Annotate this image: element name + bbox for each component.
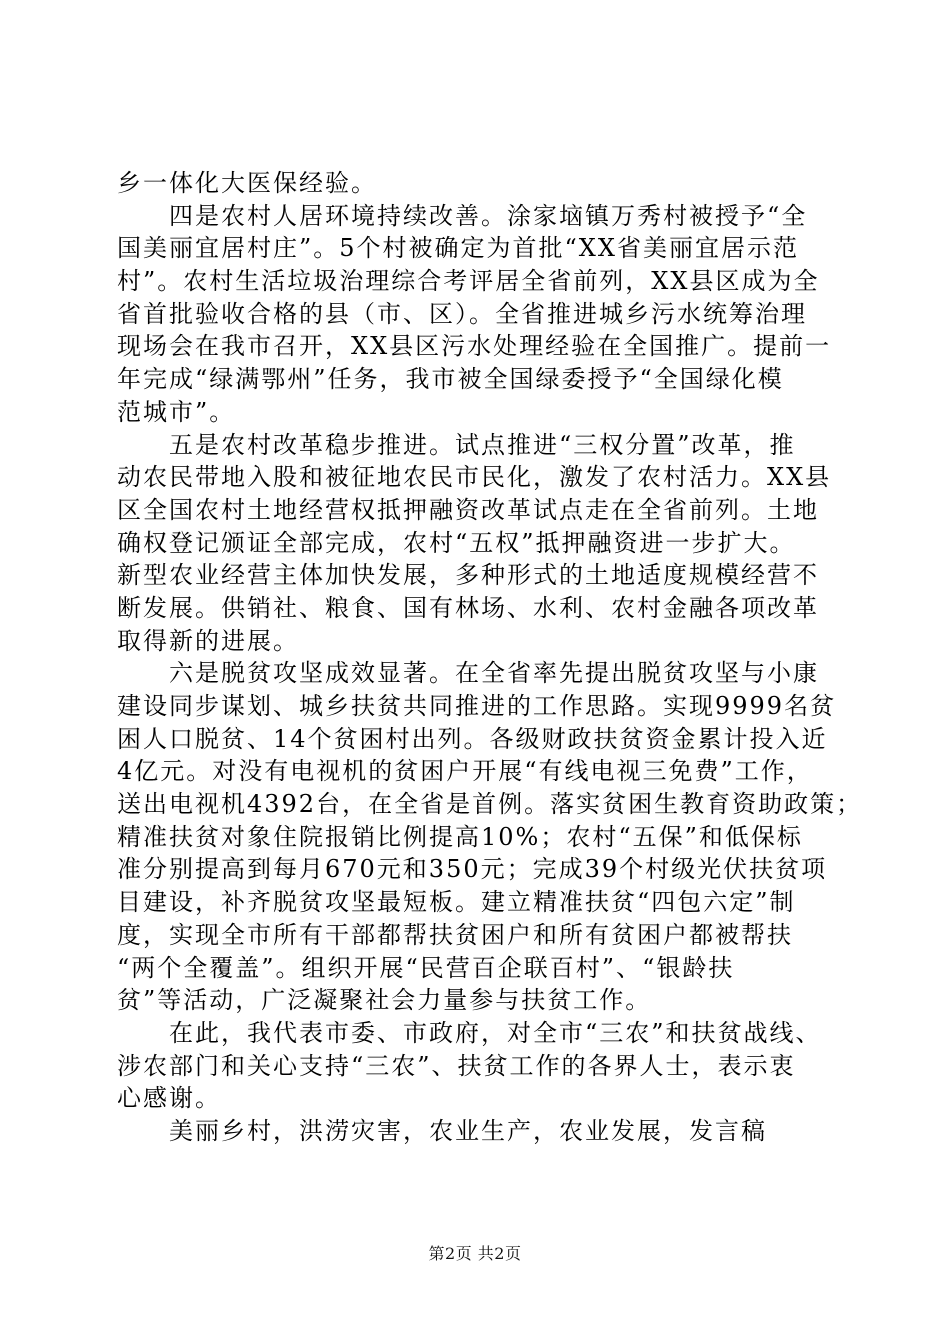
text-line: “两个全覆盖”。组织开展“民营百企联百村”、“银龄扶 <box>117 953 735 982</box>
text-line: 贫”等活动，广泛凝聚社会力量参与扶贫工作。 <box>117 986 652 1015</box>
text-line: 目建设，补齐脱贫攻坚最短板。建立精准扶贫“四包六定”制 <box>117 888 796 917</box>
text-line: 精准扶贫对象住院报销比例提高10%；农村“五保”和低保标 <box>117 822 803 851</box>
text-line: 断发展。供销社、粮食、国有林场、水利、农村金融各项改革 <box>117 593 819 622</box>
text-line: 困人口脱贫、14个贫困村出列。各级财政扶贫资金累计投入近 <box>117 724 828 753</box>
text-line: 五是农村改革稳步推进。试点推进“三权分置”改革，推 <box>169 430 796 459</box>
text-line: 送出电视机4392台，在全省是首例。落实贫困生教育资助政策； <box>117 790 863 819</box>
text-line: 村”。农村生活垃圾治理综合考评居全省前列，XX县区成为全 <box>117 267 820 296</box>
text-line: 范城市”。 <box>117 397 236 426</box>
text-line: 在此，我代表市委、市政府，对全市“三农”和扶贫战线、 <box>169 1018 822 1047</box>
text-line: 准分别提高到每月670元和350元；完成39个村级光伏扶贫项 <box>117 855 828 884</box>
page-number-footer: 第2页 共2页 <box>428 1244 522 1263</box>
text-line: 四是农村人居环境持续改善。涂家垴镇万秀村被授予“全 <box>169 201 808 230</box>
text-line: 省首批验收合格的县（市、区）。全省推进城乡污水统筹治理 <box>117 299 807 328</box>
text-line: 动农民带地入股和被征地农民市民化，激发了农村活力。XX县 <box>117 463 832 492</box>
keywords-line: 美丽乡村，洪涝灾害，农业生产，农业发展，发言稿 <box>169 1116 767 1145</box>
text-line: 心感谢。 <box>117 1084 221 1113</box>
text-line: 年完成“绿满鄂州”任务，我市被全国绿委授予“全国绿化模 <box>117 365 784 394</box>
text-line: 乡一体化大医保经验。 <box>117 169 377 197</box>
text-line: 现场会在我市召开，XX县区污水处理经验在全国推广。提前一 <box>117 332 832 361</box>
text-line: 新型农业经营主体加快发展，多种形式的土地适度规模经营不 <box>117 561 819 590</box>
text-line: 六是脱贫攻坚成效显著。在全省率先提出脱贫攻坚与小康 <box>169 659 819 688</box>
text-line: 4亿元。对没有电视机的贫困户开展“有线电视三免费”工作， <box>117 757 813 786</box>
text-line: 取得新的进展。 <box>117 626 299 655</box>
body-text <box>117 167 863 1148</box>
text-line: 区全国农村土地经营权抵押融资改革试点走在全省前列。土地 <box>117 495 819 524</box>
text-line: 建设同步谋划、城乡扶贫共同推进的工作思路。实现9999名贫 <box>117 692 837 720</box>
text-line: 国美丽宜居村庄”。5个村被确定为首批“XX省美丽宜居示范 <box>117 234 799 263</box>
text-line: 度，实现全市所有干部都帮扶贫困户和所有贫困户都被帮扶 <box>117 920 793 949</box>
text-line: 涉农部门和关心支持“三农”、扶贫工作的各界人士，表示衷 <box>117 1051 796 1080</box>
text-line: 确权登记颁证全部完成，农村“五权”抵押融资进一步扩大。 <box>117 528 796 557</box>
